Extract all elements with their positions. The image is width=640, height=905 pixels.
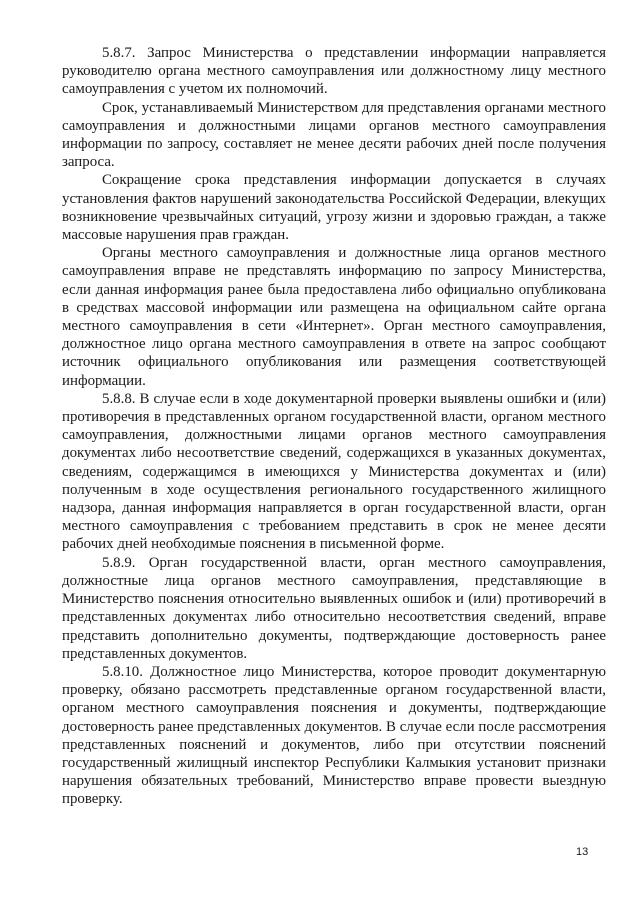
page-number: 13 <box>576 846 589 858</box>
paragraph-response-deadline: Срок, устанавливаемый Министерством для представления органами местного самоуправления и должностными лицами органов местного самоуправления информации по запросу, составляет не менее десяти рабочих дней после получения запроса. <box>62 99 606 171</box>
document-body <box>62 44 606 809</box>
paragraph-right-not-to-provide: Органы местного самоуправления и должностные лица органов местного самоуправления вправе не представлять информацию по запросу Министерства, если данная информация ранее была предоставлена либо официально опубликована в средствах массовой информации или размещена на официальном сайте органа местного самоуправления в сети «Интернет». Орган местного самоуправления, должностное лицо органа местного самоуправления в ответе на запрос сообщают источник официального опубликования или размещения соответствующей информации. <box>62 245 606 389</box>
paragraph-5-8-10: 5.8.10. Должностное лицо Министерства, которое проводит документарную проверку, обязано рассмотреть представленные органом государственной власти, органом местного самоуправления пояснения и документы, подтверждающие достоверность ранее представленных документов. В случае если после рассмотрения представленных пояснений и документов, либо при отсутствии пояснений государственный жилищный инспектор Республики Калмыкия установит признаки нарушения обязательных требований, Министерство вправе провести выездную проверку. <box>62 663 606 808</box>
paragraph-deadline-reduction: Сокращение срока представления информации допускается в случаях установления фактов нарушений законодательства Российской Федерации, влекущих возникновение чрезвычайных ситуаций, угрозу жизни и здоровью граждан, а также массовые нарушения прав граждан. <box>62 172 606 244</box>
paragraph-5-8-9: 5.8.9. Орган государственной власти, орган местного самоуправления, должностные лица органов местного самоуправления, представляющие в Министерство пояснения относительно выявленных ошибок и (или) противоречий в представленных документах либо относительно несоответствия сведений, вправе представить дополнительно документы, подтверждающие достоверность ранее представленных документов. <box>62 554 606 662</box>
paragraph-5-8-7: 5.8.7. Запрос Министерства о представлении информации направляется руководителю органа местного самоуправления или должностному лицу местного самоуправления с учетом их полномочий. <box>62 45 606 98</box>
paragraph-5-8-8: 5.8.8. В случае если в ходе документарной проверки выявлены ошибки и (или) противоречия в представленных органом государственной власти, органом местного самоуправления, должностными лицами органов местного самоуправления документах либо несоответствие сведений, содержащихся в указанных документах, сведениям, содержащимся в имеющихся у Министерства документах и (или) полученным в ходе осуществления регионального государственного жилищного надзора, данная информация направляется в орган государственной власти, орган местного самоуправления с требованием представить в срок не менее десяти рабочих дней необходимые пояснения в письменной форме. <box>62 390 606 553</box>
